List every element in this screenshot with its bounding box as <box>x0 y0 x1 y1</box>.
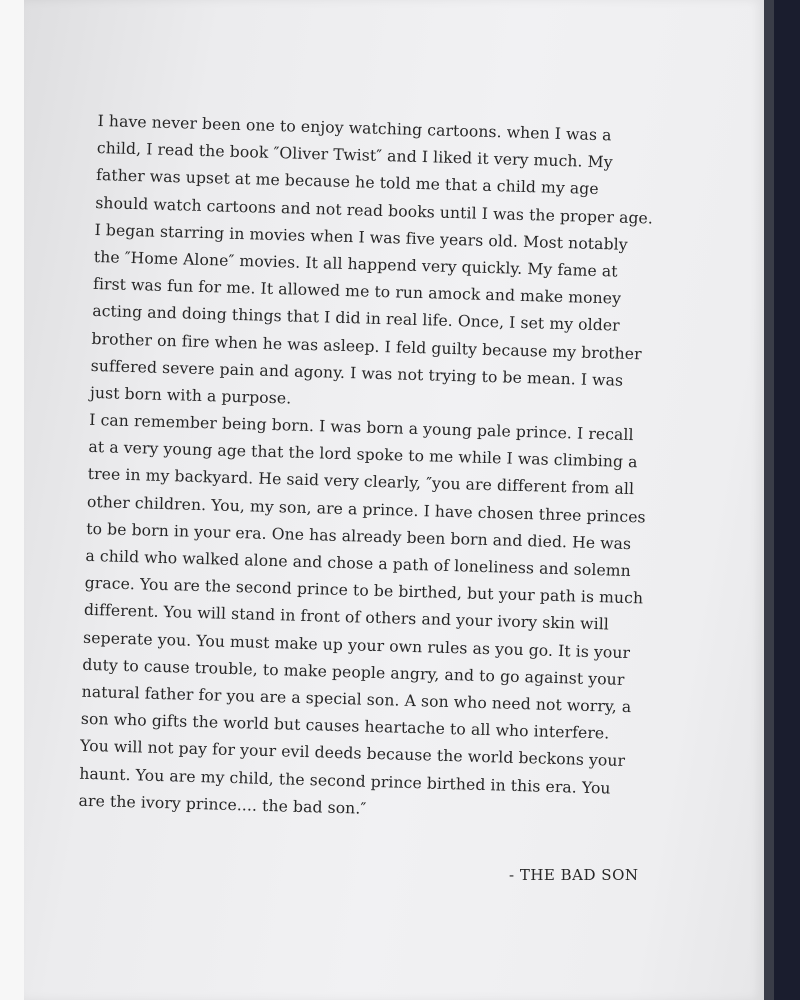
poem-line: are the ivory prince.... the bad son.″ <box>78 791 367 818</box>
signature: - THE BAD SON <box>509 866 639 884</box>
poem-line: at a very young age that the lord spoke to me while I was climbing a <box>88 438 638 472</box>
poem-line: You will not pay for your evil deeds because the world beckons your <box>79 737 626 771</box>
poem-line: I have never been one to enjoy watching cartoons. when I was a <box>97 111 612 145</box>
poem-line: suffered severe pain and agony. I was not trying to be mean. I was <box>90 356 624 390</box>
poem-line: son who gifts the world but causes heartache to all who interfere. <box>80 709 610 743</box>
poem-line: child, I read the book ″Oliver Twist″ and I liked it very much. My <box>96 139 613 172</box>
poem-line: haunt. You are my child, the second prince birthed in this era. You <box>79 764 611 798</box>
poem-line: first was fun for me. It allowed me to run amock and make money <box>92 275 622 308</box>
poem-line: other children. You, my son, are a prince. I have chosen three princes <box>86 492 646 527</box>
poem-line: tree in my backyard. He said very clearly, ″you are different from all <box>87 465 635 499</box>
poem-line: I began starring in movies when I was five years old. Most notably <box>94 220 628 254</box>
poem-line: a child who walked alone and chose a path of loneliness and solemn <box>85 546 632 581</box>
poem-line: brother on fire when he was asleep. I feld guilty because my brother <box>91 329 642 363</box>
background-strip <box>0 0 24 1000</box>
page-edge <box>764 0 774 1000</box>
poem-line: to be born in your era. One has already been born and died. He was <box>85 519 632 553</box>
poem-line: natural father for you are a special son. A son who need not worry, a <box>81 682 632 717</box>
poem-line: acting and doing things that I did in real life. Once, I set my older <box>92 302 620 335</box>
poem-line: duty to cause trouble, to make people angry, and to go against your <box>82 655 625 689</box>
book-cover <box>774 0 800 1000</box>
poem-line: father was upset at me because he told me that a child my age <box>95 166 599 199</box>
poem-line: the ″Home Alone″ movies. It all happend very quickly. My fame at <box>93 247 618 281</box>
poem-line: different. You will stand in front of others and your ivory skin will <box>83 601 610 634</box>
poem-line: should watch cartoons and not read books until I was the proper age. <box>95 193 654 228</box>
poem-line: grace. You are the second prince to be birthed, but your path is much <box>84 574 644 608</box>
poem-line: I can remember being born. I was born a young pale prince. I recall <box>89 410 634 445</box>
poem-line: seperate you. You must make up your own rules as you go. It is your <box>82 628 631 662</box>
poem-text <box>78 108 688 831</box>
poem-line: just born with a purpose. <box>89 383 292 408</box>
